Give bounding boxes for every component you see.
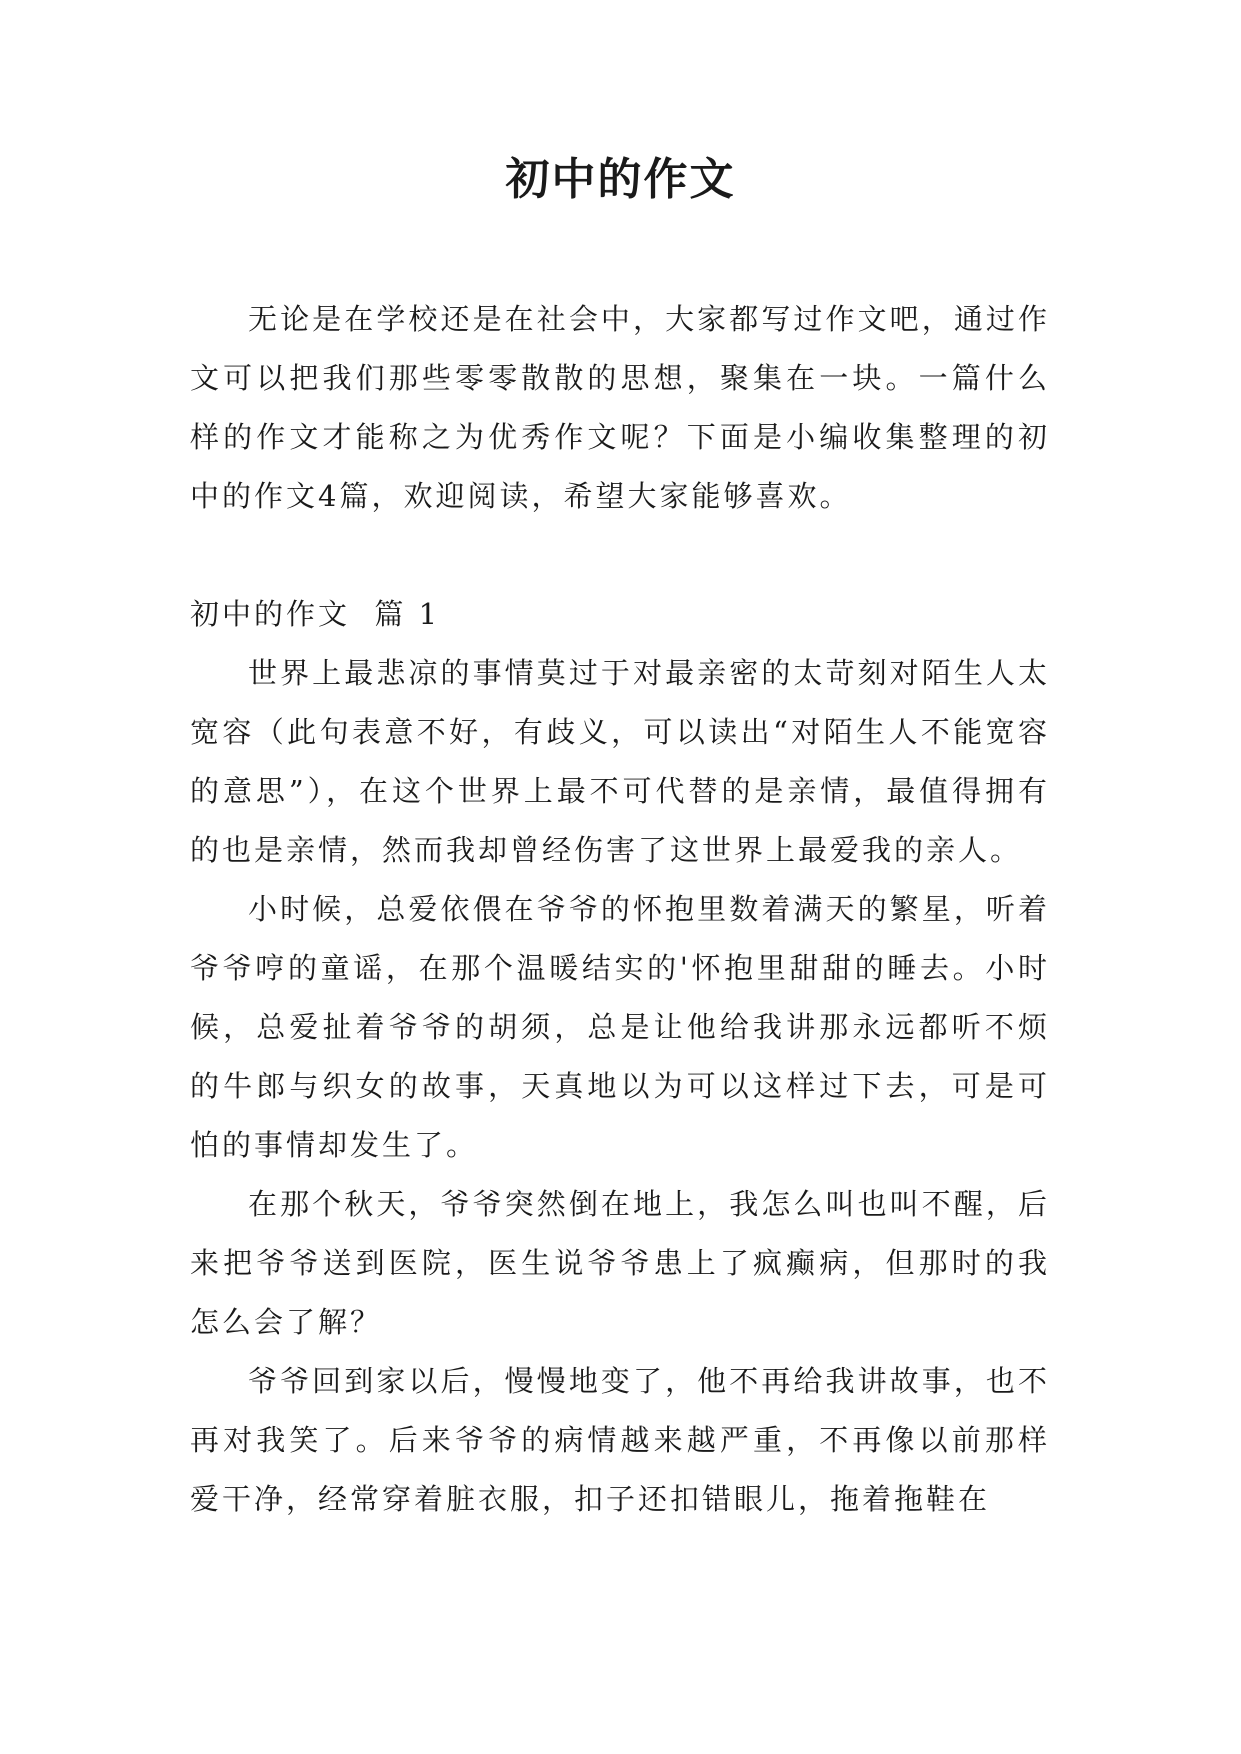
body-paragraph: 爷爷回到家以后，慢慢地变了，他不再给我讲故事，也不再对我笑了。后来爷爷的病情越来越严重，不再像以前那样爱干净，经常穿着脏衣服，扣子还扣错眼儿，拖着拖鞋在	[190, 1364, 1050, 1516]
body-paragraph: 世界上最悲凉的事情莫过于对最亲密的太苛刻对陌生人太宽容（此句表意不好，有歧义，可以读出“对陌生人不能宽容的意思”），在这个世界上最不可代替的是亲情，最值得拥有的也是亲情，然而我却曾经伤害了这世界上最爱我的亲人。	[190, 656, 1050, 867]
intro-paragraph: 无论是在学校还是在社会中，大家都写过作文吧，通过作文可以把我们那些零零散散的思想，聚集在一块。一篇什么样的作文才能称之为优秀作文呢？下面是小编收集整理的初中的作文4篇，欢迎阅读，希望大家能够喜欢。	[190, 302, 1050, 513]
document-title: 初中的作文	[505, 154, 736, 205]
section-heading: 初中的作文 篇 1	[190, 597, 441, 631]
body-paragraph: 小时候，总爱依偎在爷爷的怀抱里数着满天的繁星，听着爷爷哼的童谣，在那个温暖结实的'怀抱里甜甜的睡去。小时候，总爱扯着爷爷的胡须，总是让他给我讲那永远都听不烦的牛郎与织女的故事，天真地以为可以这样过下去，可是可怕的事情却发生了。	[190, 892, 1050, 1162]
body-paragraph: 在那个秋天，爷爷突然倒在地上，我怎么叫也叫不醒，后来把爷爷送到医院，医生说爷爷患上了疯癫病，但那时的我怎么会了解？	[190, 1187, 1050, 1339]
document-body	[190, 290, 1050, 1529]
